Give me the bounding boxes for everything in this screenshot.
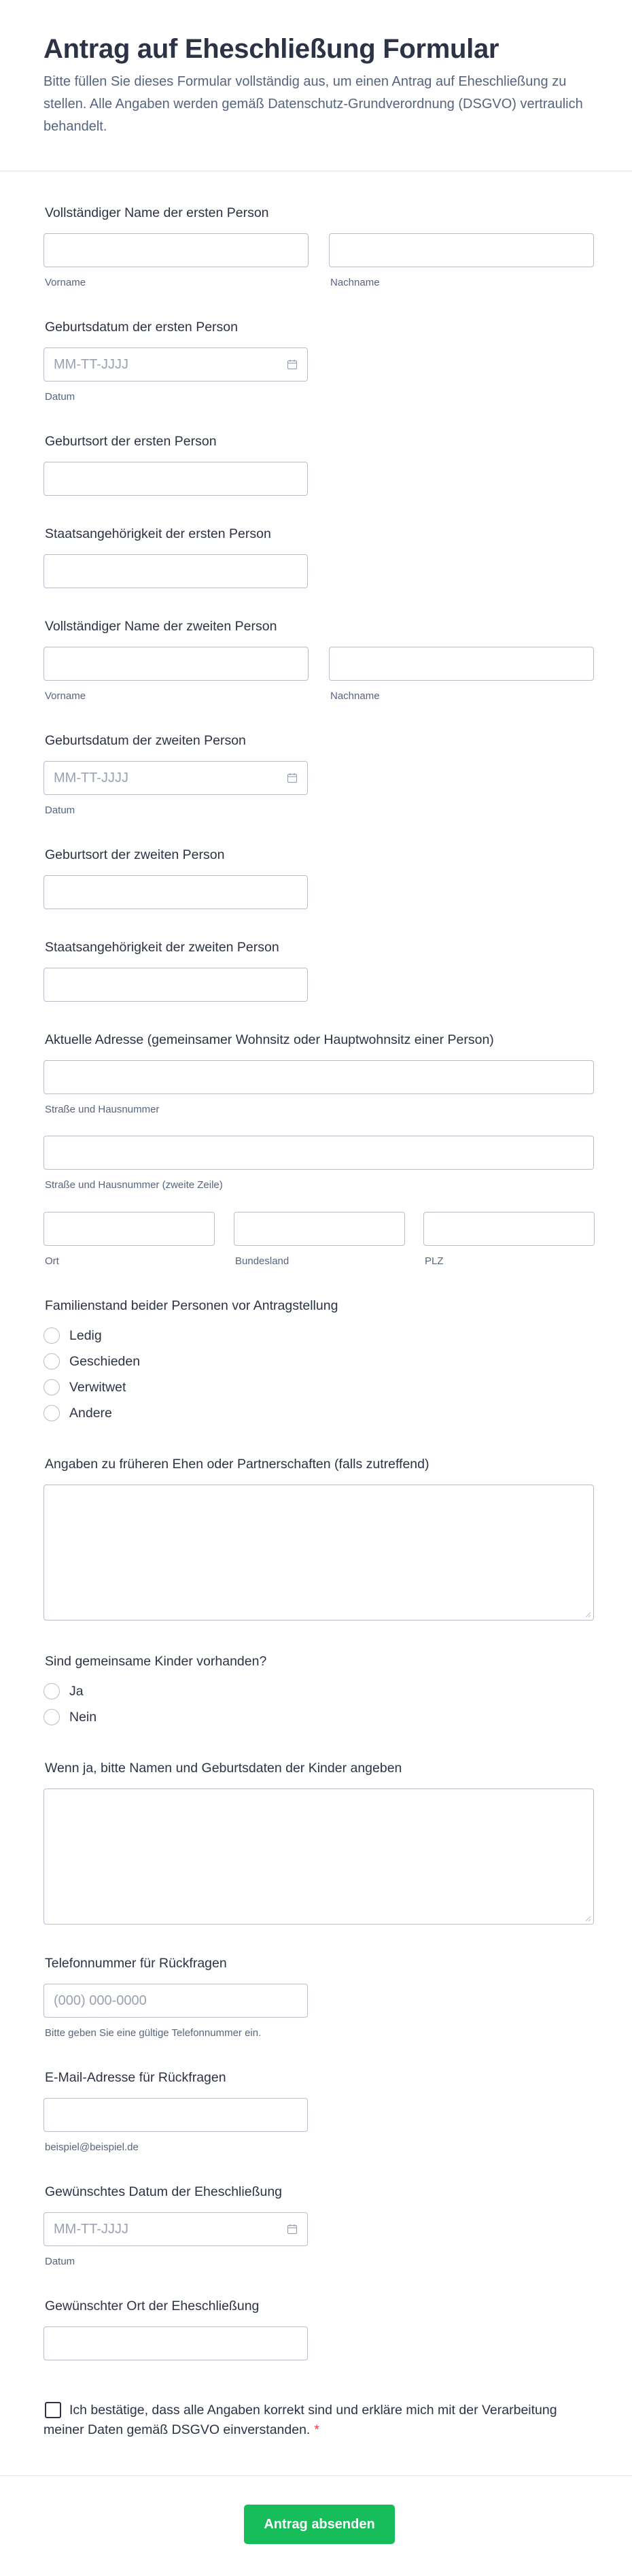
- radio-circle[interactable]: [43, 1327, 60, 1344]
- person2-last-name-sublabel: Nachname: [330, 690, 380, 702]
- consent-label: [43, 2401, 587, 2440]
- person2-birthdate-input[interactable]: [43, 761, 308, 795]
- person1-birthdate-sublabel: Datum: [45, 391, 75, 403]
- footer-divider: [0, 2475, 632, 2476]
- person2-name-label: Vollständiger Name der zweiten Person: [45, 619, 277, 634]
- previous-marriages-label: Angaben zu früheren Ehen oder Partnerschaften (falls zutreffend): [45, 1457, 429, 1472]
- radio-andere-label: Andere: [69, 1405, 112, 1421]
- person2-birthplace-label: Geburtsort der zweiten Person: [45, 847, 225, 862]
- person2-birthdate-label: Geburtsdatum der zweiten Person: [45, 733, 246, 748]
- phone-sublabel: Bitte geben Sie eine gültige Telefonnummer ein.: [45, 2027, 262, 2039]
- person1-first-name-input[interactable]: [43, 233, 309, 267]
- form-title: Antrag auf Eheschließung Formular: [43, 34, 499, 64]
- radio-circle[interactable]: [43, 1379, 60, 1395]
- radio-ja-label: Ja: [69, 1683, 84, 1699]
- radio-ja[interactable]: [43, 1682, 84, 1701]
- street2-input[interactable]: [43, 1136, 594, 1170]
- street-sublabel: Straße und Hausnummer: [45, 1104, 160, 1115]
- calendar-icon[interactable]: [287, 773, 298, 783]
- person2-nationality-input[interactable]: [43, 968, 308, 1002]
- resize-grip-icon[interactable]: [584, 1915, 591, 1922]
- submit-button[interactable]: Antrag absenden: [244, 2505, 395, 2544]
- form-description: Bitte füllen Sie dieses Formular vollständig aus, um einen Antrag auf Eheschließung zu stellen. Alle Angaben werden gemäß Datenschutz-Grundverordnung (DSGVO) vertraulich behandelt.: [43, 74, 583, 134]
- radio-verwitwet-label: Verwitwet: [69, 1379, 126, 1395]
- marital-status-label: Familienstand beider Personen vor Antragstellung: [45, 1298, 338, 1313]
- wedding-date-label: Gewünschtes Datum der Eheschließung: [45, 2184, 283, 2199]
- state-sublabel: Bundesland: [235, 1255, 289, 1267]
- radio-nein[interactable]: [43, 1708, 96, 1727]
- person2-birthdate-sublabel: Datum: [45, 804, 75, 816]
- city-input[interactable]: [43, 1212, 215, 1246]
- previous-marriages-textarea[interactable]: [43, 1485, 594, 1621]
- consent-text: Ich bestätige, dass alle Angaben korrekt sind und erkläre mich mit der Verarbeitung meiner Daten gemäß DSGVO einverstanden.: [43, 2403, 557, 2437]
- person2-first-name-sublabel: Vorname: [45, 690, 86, 702]
- calendar-icon[interactable]: [287, 359, 298, 370]
- person1-birthdate-input[interactable]: [43, 348, 308, 382]
- person1-last-name-input[interactable]: [329, 233, 594, 267]
- person2-birthplace-input[interactable]: [43, 875, 308, 909]
- address-label: Aktuelle Adresse (gemeinsamer Wohnsitz oder Hauptwohnsitz einer Person): [45, 1032, 494, 1047]
- radio-verwitwet[interactable]: [43, 1378, 126, 1397]
- children-label: Sind gemeinsame Kinder vorhanden?: [45, 1654, 267, 1669]
- calendar-icon[interactable]: [287, 2224, 298, 2235]
- required-mark: *: [314, 2422, 319, 2437]
- radio-geschieden[interactable]: [43, 1352, 140, 1371]
- person1-birthplace-label: Geburtsort der ersten Person: [45, 434, 217, 449]
- person1-nationality-label: Staatsangehörigkeit der ersten Person: [45, 526, 271, 541]
- person1-nationality-input[interactable]: [43, 554, 308, 588]
- radio-ledig[interactable]: [43, 1326, 102, 1345]
- street2-sublabel: Straße und Hausnummer (zweite Zeile): [45, 1179, 223, 1191]
- zip-sublabel: PLZ: [425, 1255, 444, 1267]
- radio-circle[interactable]: [43, 1709, 60, 1725]
- radio-circle[interactable]: [43, 1405, 60, 1421]
- person1-last-name-sublabel: Nachname: [330, 277, 380, 288]
- email-input[interactable]: [43, 2098, 308, 2132]
- wedding-date-sublabel: Datum: [45, 2256, 75, 2267]
- phone-input[interactable]: [43, 1984, 308, 2018]
- phone-label: Telefonnummer für Rückfragen: [45, 1956, 227, 1971]
- person1-birthdate-label: Geburtsdatum der ersten Person: [45, 320, 238, 335]
- radio-circle[interactable]: [43, 1683, 60, 1699]
- email-label: E-Mail-Adresse für Rückfragen: [45, 2070, 226, 2085]
- person2-birthdate-placeholder: MM-TT-JJJJ: [54, 770, 128, 785]
- city-sublabel: Ort: [45, 1255, 59, 1267]
- wedding-date-placeholder: MM-TT-JJJJ: [54, 2222, 128, 2237]
- radio-andere[interactable]: [43, 1404, 112, 1423]
- wedding-place-label: Gewünschter Ort der Eheschließung: [45, 2299, 260, 2314]
- person1-first-name-sublabel: Vorname: [45, 277, 86, 288]
- person2-first-name-input[interactable]: [43, 647, 309, 681]
- radio-geschieden-label: Geschieden: [69, 1353, 141, 1369]
- wedding-place-input[interactable]: [43, 2326, 308, 2360]
- zip-input[interactable]: [423, 1212, 595, 1246]
- form-header: [0, 0, 632, 171]
- radio-ledig-label: Ledig: [69, 1327, 102, 1343]
- radio-circle[interactable]: [43, 1353, 60, 1370]
- radio-nein-label: Nein: [69, 1709, 97, 1725]
- wedding-date-input[interactable]: [43, 2212, 308, 2246]
- children-details-textarea[interactable]: [43, 1789, 594, 1925]
- person1-birthplace-input[interactable]: [43, 462, 308, 496]
- email-sublabel: beispiel@beispiel.de: [45, 2141, 139, 2153]
- person1-name-label: Vollständiger Name der ersten Person: [45, 205, 269, 220]
- resize-grip-icon[interactable]: [584, 1611, 591, 1618]
- street-input[interactable]: [43, 1060, 594, 1094]
- children-details-label: Wenn ja, bitte Namen und Geburtsdaten der Kinder angeben: [45, 1761, 402, 1776]
- person2-nationality-label: Staatsangehörigkeit der zweiten Person: [45, 940, 279, 955]
- state-input[interactable]: [234, 1212, 405, 1246]
- person1-birthdate-placeholder: MM-TT-JJJJ: [54, 357, 128, 372]
- person2-last-name-input[interactable]: [329, 647, 594, 681]
